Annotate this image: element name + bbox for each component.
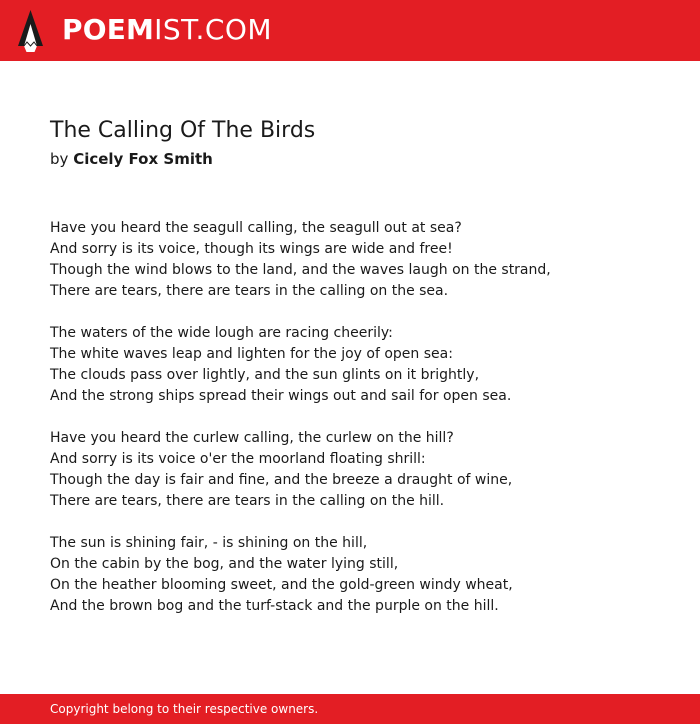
poem-line: And sorry is its voice, though its wings are wide and free! [50, 241, 453, 257]
author-name: Cicely Fox Smith [73, 150, 213, 168]
poem-line: There are tears, there are tears in the calling on the sea. [50, 283, 449, 299]
poem-line: Though the day is fair and fine, and the breeze a draught of wine, [50, 472, 513, 488]
poem-line: On the heather blooming sweet, and the gold-green windy wheat, [50, 577, 513, 593]
poem-line: Have you heard the seagull calling, the seagull out at sea? [50, 220, 462, 236]
poem-line: The white waves leap and lighten for the joy of open sea: [50, 346, 453, 362]
stanza [50, 323, 670, 407]
stanza [50, 533, 670, 617]
site-header [0, 0, 700, 61]
stanza [50, 218, 670, 302]
poem-body [50, 218, 670, 638]
pencil-tip-icon[interactable] [18, 10, 43, 52]
poem-line: And the strong ships spread their wings out and sail for open sea. [50, 388, 512, 404]
poem-line: There are tears, there are tears in the calling on the hill. [50, 493, 445, 509]
poem-line: And the brown bog and the turf-stack and the purple on the hill. [50, 598, 499, 614]
poem-line: And sorry is its voice o'er the moorland floating shrill: [50, 451, 426, 467]
site-logo-text[interactable] [62, 13, 272, 47]
site-footer [0, 694, 700, 724]
byline-prefix: by [50, 150, 69, 168]
poem-line: Though the wind blows to the land, and the waves laugh on the strand, [50, 262, 551, 278]
brand-strong: POEM [62, 13, 155, 46]
brand-light: IST.COM [154, 13, 273, 46]
poem-byline [50, 148, 213, 170]
poem-title: The Calling Of The Birds [50, 118, 316, 143]
poem-line: The sun is shining fair, - is shining on the hill, [50, 535, 368, 551]
stanza [50, 428, 670, 512]
poem-line: The clouds pass over lightly, and the sun glints on it brightly, [50, 367, 480, 383]
poem-line: On the cabin by the bog, and the water lying still, [50, 556, 399, 572]
poem-line: Have you heard the curlew calling, the curlew on the hill? [50, 430, 454, 446]
poem-line: The waters of the wide lough are racing cheerily: [50, 325, 393, 341]
copyright-notice: Copyright belong to their respective owners. [50, 702, 319, 716]
